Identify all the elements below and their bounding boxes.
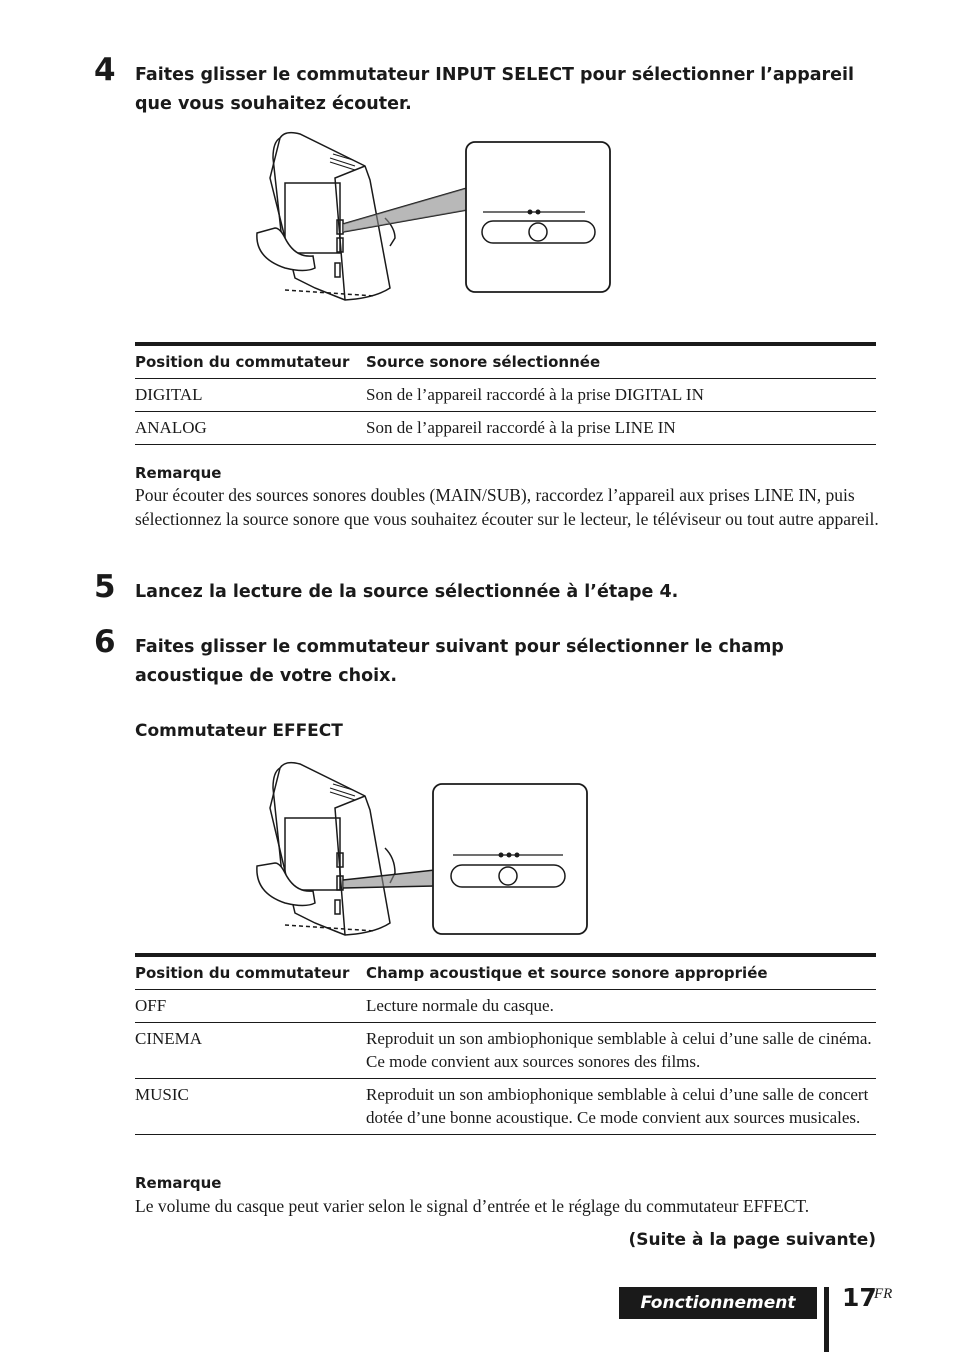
table-header: Position du commutateur [135, 344, 366, 379]
table-cell: DIGITAL [135, 379, 366, 412]
table-header: Position du commutateur [135, 955, 366, 990]
input-select-illustration [245, 128, 625, 308]
table-row [135, 990, 876, 1023]
step-6-instruction: Faites glisser le commutateur suivant pour sélectionner le champ acoustique de votre choix. [135, 637, 784, 686]
effect-switch-heading: Commutateur EFFECT [135, 721, 343, 741]
table-cell: ANALOG [135, 412, 366, 445]
step-5-instruction: Lancez la lecture de la source sélectionnée à l’étape 4. [135, 582, 679, 602]
table-row [135, 412, 876, 445]
page-language-suffix: FR [874, 1286, 893, 1302]
step-5-number: 5 [94, 569, 116, 605]
note-1-title: Remarque [135, 464, 222, 482]
note-1-text: Pour écouter des sources sonores doubles (MAIN/SUB), raccordez l’appareil aux prises LINE IN, puis sélectionnez la source sonore que vous souhaitez écouter sur le lecteur, le téléviseur ou tout autre appareil. [135, 485, 879, 529]
page-number: 17 [842, 1283, 877, 1312]
step-4-instruction: Faites glisser le commutateur INPUT SELECT pour sélectionner l’appareil que vous souhaitez écouter. [135, 65, 855, 114]
step-6-number: 6 [94, 624, 116, 660]
table-cell: MUSIC [135, 1079, 366, 1135]
table-row [135, 1079, 876, 1135]
table-header: Source sonore sélectionnée [366, 344, 876, 379]
effect-switch-table [135, 953, 876, 1135]
table-cell: CINEMA [135, 1023, 366, 1079]
table-row [135, 1023, 876, 1079]
effect-switch-illustration [245, 758, 605, 943]
footer-divider [824, 1287, 829, 1352]
step-4-number: 4 [94, 52, 116, 88]
table-cell: Son de l’appareil raccordé à la prise LINE IN [366, 412, 876, 445]
table-cell: Lecture normale du casque. [366, 990, 876, 1023]
table-header-row [135, 344, 876, 379]
table-cell: OFF [135, 990, 366, 1023]
note-2-text: Le volume du casque peut varier selon le signal d’entrée et le réglage du commutateur EFFECT. [135, 1196, 810, 1216]
table-cell: Reproduit un son ambiophonique semblable à celui d’une salle de cinéma. Ce mode convient aux sources sonores des films. [366, 1023, 876, 1079]
table-row [135, 379, 876, 412]
section-label: Fonctionnement [640, 1293, 796, 1313]
table-cell: Reproduit un son ambiophonique semblable à celui d’une salle de concert dotée d’une bonne acoustique. Ce mode convient aux sources musicales. [366, 1079, 876, 1135]
note-2-title: Remarque [135, 1174, 222, 1192]
input-select-table [135, 342, 876, 445]
table-cell: Son de l’appareil raccordé à la prise DIGITAL IN [366, 379, 876, 412]
table-header: Champ acoustique et source sonore appropriée [366, 955, 876, 990]
table-header-row [135, 955, 876, 990]
continued-next-page: (Suite à la page suivante) [628, 1230, 876, 1250]
